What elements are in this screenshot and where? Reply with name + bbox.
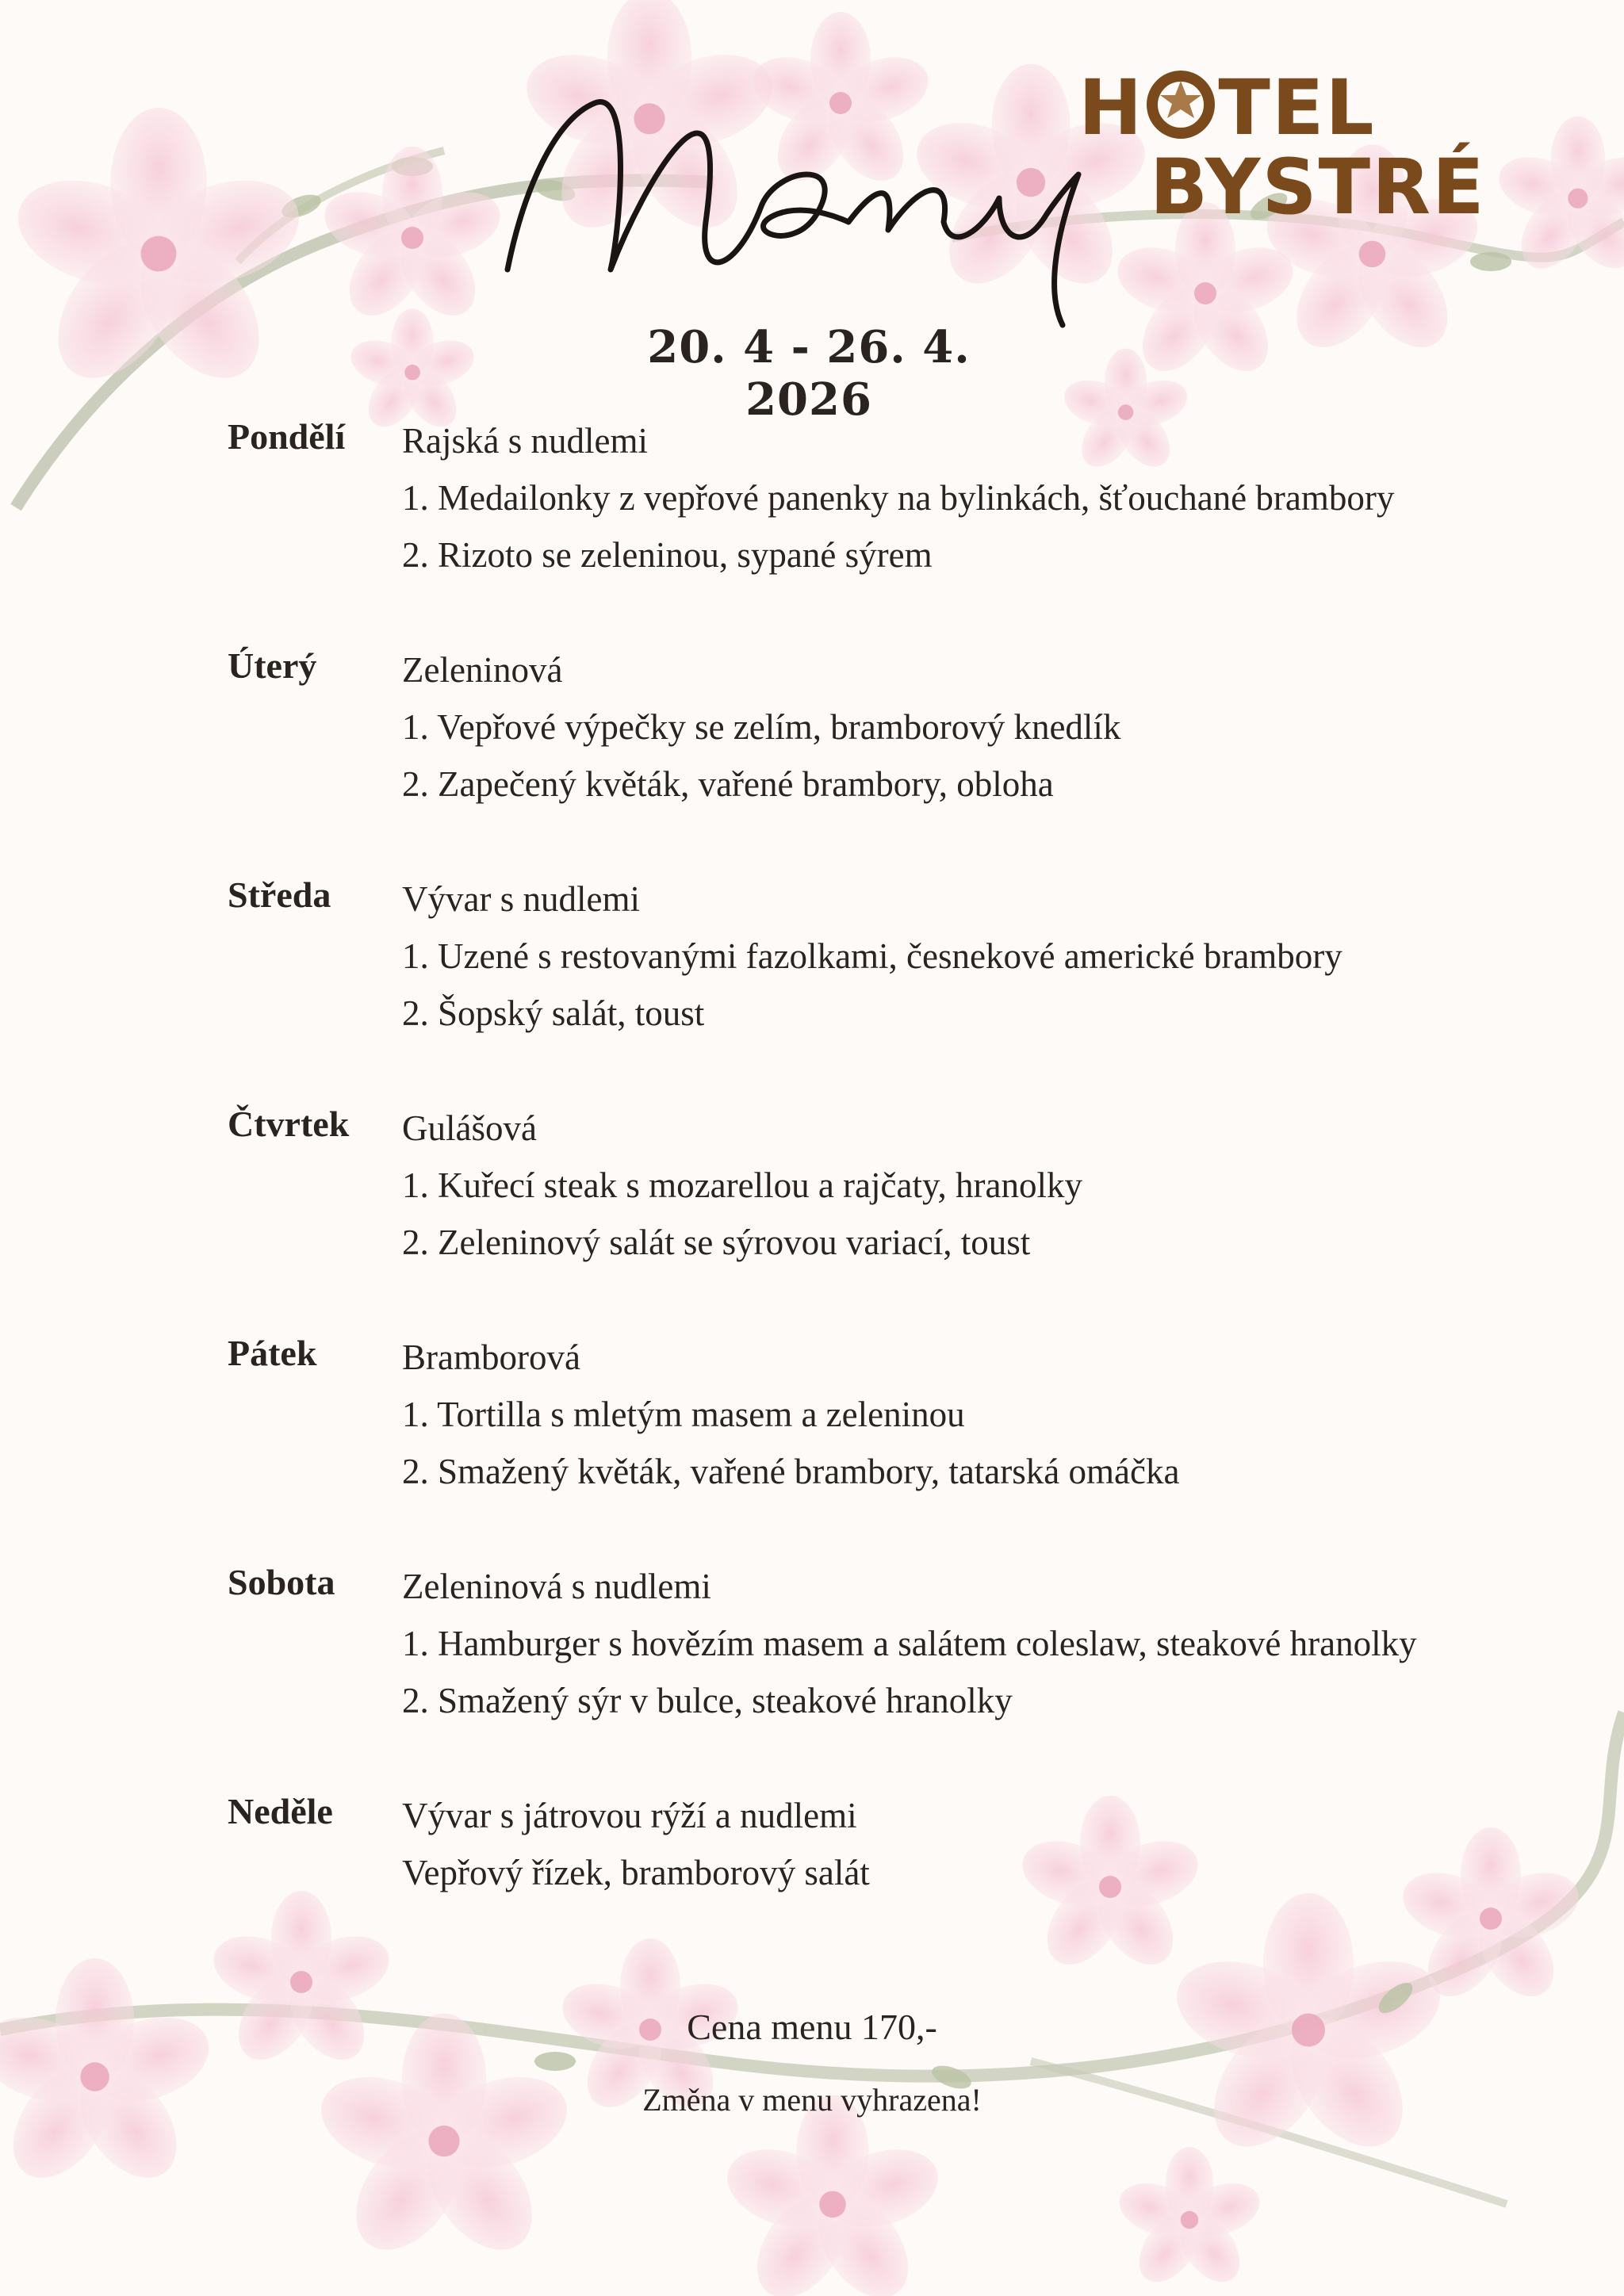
dish-item: 2. Smažený sýr v bulce, steakové hranolky	[402, 1681, 1013, 1720]
dish-list	[402, 412, 1394, 584]
day-row	[228, 1329, 1576, 1558]
logo-letter-h: H	[1078, 63, 1144, 152]
dish-item: 2. Zeleninový salát se sýrovou variací, toust	[402, 1223, 1031, 1262]
dish-list	[402, 1558, 1417, 1729]
day-name: Středa	[228, 874, 331, 915]
dish-list	[402, 871, 1342, 1042]
hotel-logo	[1063, 63, 1507, 230]
logo-letters-tel: TEL	[1218, 63, 1376, 152]
page-title-text: Menu	[476, 32, 478, 33]
dish-item: 1. Vepřové výpečky se zelím, bramborový knedlík	[402, 707, 1121, 747]
star-ring-icon	[1143, 63, 1218, 140]
date-range: 20. 4 - 26. 4. 2026	[647, 321, 971, 426]
dish-item: 2. Smažený květák, vařené brambory, tatarská omáčka	[402, 1452, 1180, 1491]
dish-list	[402, 1787, 870, 1901]
soup-item: Zeleninová	[402, 650, 563, 690]
soup-item: Gulášová	[402, 1108, 537, 1148]
day-name: Pondělí	[228, 416, 346, 457]
dish-item: 1. Hamburger s hovězím masem a salátem coleslaw, steakové hranolky	[402, 1624, 1417, 1663]
soup-item: Rajská s nudlemi	[402, 421, 648, 461]
day-row	[228, 1787, 1576, 2016]
dish-item: Vepřový řízek, bramborový salát	[402, 1853, 870, 1892]
day-name: Pátek	[228, 1333, 317, 1373]
dish-item: 2. Šopský salát, toust	[402, 993, 705, 1033]
menu-price: Cena menu 170,-	[687, 2007, 937, 2047]
soup-item: Zeleninová s nudlemi	[402, 1567, 711, 1606]
soup-item: Vývar s nudlemi	[402, 879, 640, 919]
menu-change-note: Změna v menu vyhrazena!	[642, 2082, 982, 2118]
dish-list	[402, 1100, 1082, 1271]
dish-item: 2. Rizoto se zeleninou, sypané sýrem	[402, 535, 933, 575]
logo-line-2: BYSTRÉ	[1150, 143, 1486, 232]
dish-item: 1. Tortilla s mletým masem a zeleninou	[402, 1395, 965, 1434]
day-name: Neděle	[228, 1791, 333, 1831]
dish-list	[402, 641, 1120, 813]
dish-item: 1. Uzené s restovanými fazolkami, česnekové americké brambory	[402, 936, 1342, 976]
day-name: Sobota	[228, 1562, 335, 1602]
day-row	[228, 412, 1576, 641]
dish-item: 2. Zapečený květák, vařené brambory, obloha	[402, 764, 1054, 804]
day-name: Úterý	[228, 645, 317, 686]
day-row	[228, 641, 1576, 871]
soup-item: Vývar s játrovou rýží a nudlemi	[402, 1796, 857, 1835]
day-row	[228, 1100, 1576, 1329]
dish-item: 1. Kuřecí steak s mozarellou a rajčaty, hranolky	[402, 1165, 1082, 1205]
dish-item: 1. Medailonky z vepřové panenky na bylinkách, šťouchané brambory	[402, 478, 1395, 518]
logo-line-1	[1078, 63, 1376, 152]
soup-item: Bramborová	[402, 1337, 580, 1377]
day-row	[228, 1558, 1576, 1787]
page-title	[476, 32, 1158, 349]
day-name: Čtvrtek	[228, 1104, 350, 1144]
weekly-menu	[228, 412, 1576, 2016]
day-row	[228, 871, 1576, 1100]
dish-list	[402, 1329, 1179, 1500]
